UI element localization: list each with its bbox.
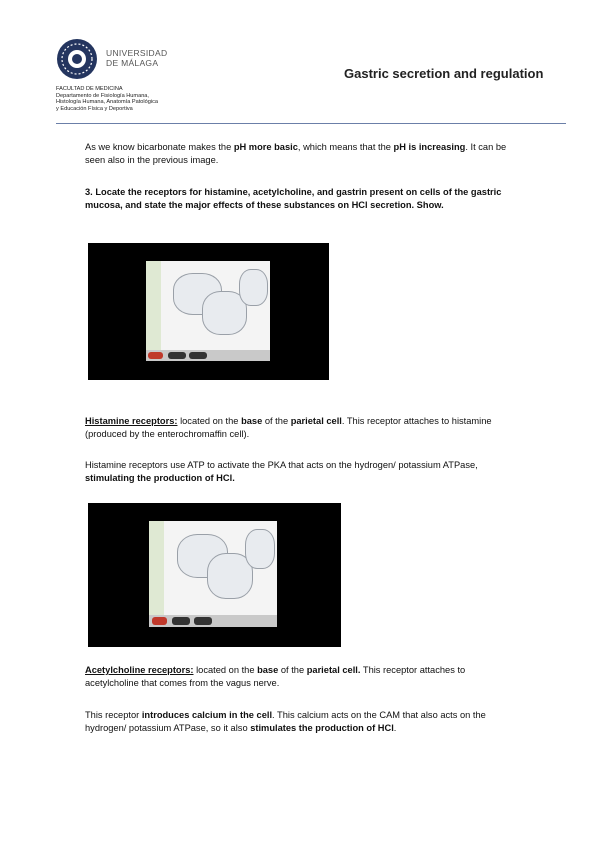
university-name [106,48,167,68]
text-run: . This calcium acts on the CAM that also acts on the hydrogen/ potassium ATPase, so it also [85,710,486,734]
bold-run: parietal cell [290,416,342,426]
text-run: located on the [193,665,258,675]
text-run: , which means that the [297,142,394,152]
paragraph-bicarbonate [85,141,515,167]
simulation-screenshot-1 [88,243,329,380]
text-run: This receptor [85,710,142,720]
paragraph-histamine-receptors [85,415,515,441]
underlined-heading: Acetylcholine receptors: [85,665,194,675]
header-divider [56,123,566,124]
university-seal-icon [56,38,98,80]
university-line-1: UNIVERSIDAD [106,48,168,58]
bold-run: stimulates the production of HCl [250,723,394,734]
text-run: . It can be seen also in the previous image. [85,142,507,166]
university-line-2: DE MÁLAGA [106,58,159,68]
text-run: of the [262,416,291,426]
text-run: . [393,723,397,734]
document-title: Gastric secretion and regulation [344,66,544,81]
paragraph-acetylcholine-receptors [85,664,515,690]
faculty-line: Departamento de Fisiología Humana, [56,92,149,99]
question-3: 3. Locate the receptors for histamine, acetylcholine, and gastrin present on cells of the gastric mucosa, and state the major effects of these substances on HCl secretion. Show. [85,187,502,211]
faculty-line: Histología Humana, Anatomía Patológica [56,99,158,106]
bold-run: pH is increasing [393,142,466,152]
simulation-view [149,521,277,627]
text-run: As we know bicarbonate makes the [85,142,234,152]
faculty-line: FACULTAD DE MEDICINA [56,86,123,92]
paragraph-histamine-atp [85,459,515,485]
faculty-line: y Educación Física y Deportiva [56,105,133,112]
paragraph-calcium [85,709,515,735]
underlined-heading: Histamine receptors: [85,416,178,426]
text-run: This receptor attaches to acetylcholine that comes from the vagus nerve. [85,665,466,689]
bold-run: pH more basic [233,142,298,152]
simulation-view [146,261,270,361]
simulation-screenshot-2 [88,503,341,647]
bold-run: parietal cell. [306,665,361,675]
bold-run: stimulating the production of HCl. [85,473,235,484]
bold-run: introduces calcium in the cell [141,710,273,720]
text-run: of the [278,665,307,675]
bold-run: base [257,665,279,675]
bold-run: base [241,416,263,426]
text-run: Histamine receptors use ATP to activate the PKA that acts on the hydrogen/ potassium ATPase, [85,460,478,470]
text-run: . This receptor attaches to histamine (produced by the enterochromaffin cell). [85,416,492,440]
text-run: located on the [177,416,242,426]
faculty-block [56,86,158,112]
